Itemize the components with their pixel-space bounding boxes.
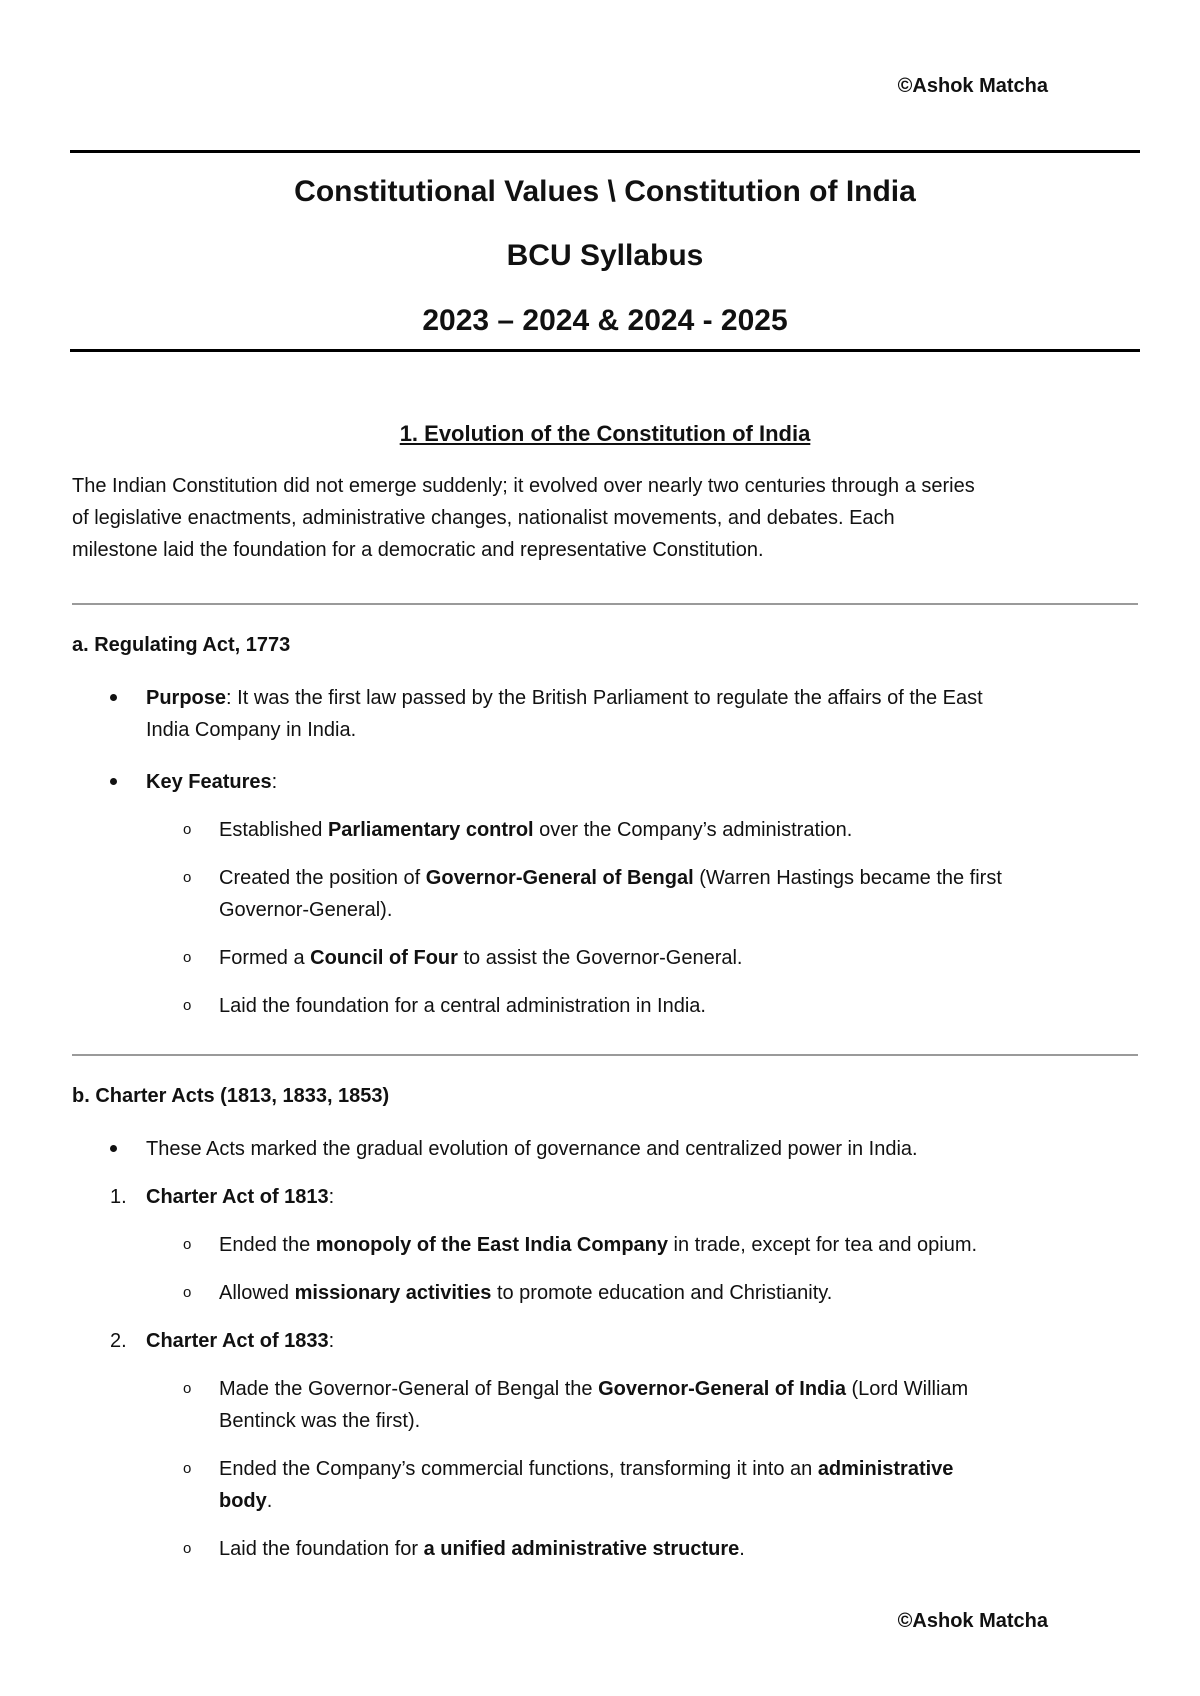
bullet-icon bbox=[110, 1145, 117, 1152]
feature-text: (Warren Hastings became the first bbox=[693, 867, 1002, 889]
feature-item bbox=[219, 814, 1139, 846]
footer-copyright: ©Ashok Matcha bbox=[897, 1610, 1048, 1632]
section-heading: 1. Evolution of the Constitution of India bbox=[399, 421, 811, 446]
key-features-label: Key Features bbox=[146, 771, 272, 793]
circle-bullet-icon: o bbox=[183, 821, 192, 838]
feature-text-cont: Governor-General). bbox=[219, 899, 393, 921]
act-point-text: (Lord William bbox=[845, 1378, 969, 1400]
act-point-text: to promote education and Christianity. bbox=[491, 1282, 833, 1304]
intro-line: of legislative enactments, administrative changes, nationalist movements, and debates. Each bbox=[72, 507, 895, 529]
charter-act-label: Charter Act of 1833 bbox=[146, 1330, 329, 1352]
act-point bbox=[219, 1229, 1139, 1261]
charter-act-label: Charter Act of 1813 bbox=[146, 1186, 329, 1208]
act-point bbox=[219, 1453, 1139, 1517]
purpose-text-cont: India Company in India. bbox=[146, 719, 357, 741]
charter-acts-heading: b. Charter Acts (1813, 1833, 1853) bbox=[72, 1085, 390, 1107]
circle-bullet-icon: o bbox=[183, 997, 192, 1014]
act-point-text: Allowed bbox=[219, 1282, 295, 1304]
feature-text: over the Company’s administration. bbox=[533, 819, 853, 841]
act-point-bold: Governor-General of India bbox=[598, 1378, 846, 1400]
document-subtitle: BCU Syllabus bbox=[506, 239, 704, 272]
act-point-bold: missionary activities bbox=[294, 1282, 492, 1304]
circle-bullet-icon: o bbox=[183, 1284, 192, 1301]
feature-text: to assist the Governor-General. bbox=[457, 947, 743, 969]
title-bottom-rule bbox=[70, 349, 1140, 352]
charter-act-1833-item bbox=[146, 1325, 1136, 1357]
header-copyright: ©Ashok Matcha bbox=[897, 75, 1048, 97]
act-point-text: Ended the Company’s commercial functions, transforming it into an bbox=[219, 1458, 818, 1480]
regulating-act-heading: a. Regulating Act, 1773 bbox=[72, 634, 291, 656]
purpose-text: : It was the first law passed by the British Parliament to regulate the affairs of the East bbox=[226, 687, 983, 709]
purpose-item bbox=[146, 682, 1136, 746]
feature-bold: Council of Four bbox=[310, 947, 458, 969]
document-years: 2023 – 2024 & 2024 - 2025 bbox=[422, 304, 788, 337]
circle-bullet-icon: o bbox=[183, 1236, 192, 1253]
act-point bbox=[219, 1533, 1139, 1565]
charter-act-1813-item bbox=[146, 1181, 1136, 1213]
feature-item bbox=[219, 942, 1139, 974]
intro-paragraph bbox=[72, 470, 1142, 566]
list-number: 1. bbox=[110, 1186, 127, 1208]
list-number: 2. bbox=[110, 1330, 127, 1352]
intro-line: milestone laid the foundation for a democratic and representative Constitution. bbox=[72, 539, 764, 561]
title-top-rule bbox=[70, 150, 1140, 153]
bullet-icon bbox=[110, 694, 117, 701]
act-point-text: Made the Governor-General of Bengal the bbox=[219, 1378, 599, 1400]
act-point-text: Laid the foundation for bbox=[219, 1538, 424, 1560]
key-features-colon: : bbox=[271, 771, 278, 793]
act-point-bold: a unified administrative structure bbox=[423, 1538, 740, 1560]
circle-bullet-icon: o bbox=[183, 1380, 192, 1397]
act-point-text: Ended the bbox=[219, 1234, 316, 1256]
feature-text: Created the position of bbox=[219, 867, 426, 889]
feature-text: Formed a bbox=[219, 947, 311, 969]
feature-item bbox=[219, 862, 1139, 926]
act-point-text: . bbox=[266, 1490, 273, 1512]
key-features-item bbox=[146, 766, 1136, 798]
divider bbox=[72, 1054, 1138, 1056]
charter-intro-text: These Acts marked the gradual evolution of governance and centralized power in India. bbox=[146, 1138, 918, 1160]
circle-bullet-icon: o bbox=[183, 1540, 192, 1557]
circle-bullet-icon: o bbox=[183, 869, 192, 886]
act-point-bold: body bbox=[219, 1490, 267, 1512]
feature-item bbox=[219, 990, 1139, 1022]
act-point-text: . bbox=[739, 1538, 745, 1560]
act-point-text: in trade, except for tea and opium. bbox=[668, 1234, 978, 1256]
feature-bold: Governor-General of Bengal bbox=[425, 867, 694, 889]
feature-text: Established bbox=[219, 819, 328, 841]
charter-intro-item bbox=[146, 1133, 1136, 1165]
divider bbox=[72, 603, 1138, 605]
act-point bbox=[219, 1373, 1139, 1437]
act-point-text-cont: Bentinck was the first). bbox=[219, 1410, 421, 1432]
document-title: Constitutional Values \ Constitution of India bbox=[294, 175, 916, 208]
act-point-bold: monopoly of the East India Company bbox=[315, 1234, 668, 1256]
charter-act-colon: : bbox=[328, 1330, 335, 1352]
circle-bullet-icon: o bbox=[183, 1460, 192, 1477]
act-point bbox=[219, 1277, 1139, 1309]
intro-line: The Indian Constitution did not emerge suddenly; it evolved over nearly two centuries through a series bbox=[72, 475, 975, 497]
charter-act-colon: : bbox=[328, 1186, 335, 1208]
circle-bullet-icon: o bbox=[183, 949, 192, 966]
purpose-label: Purpose bbox=[146, 687, 227, 709]
act-point-bold: administrative bbox=[817, 1458, 954, 1480]
bullet-icon bbox=[110, 778, 117, 785]
feature-text: Laid the foundation for a central administration in India. bbox=[219, 995, 706, 1017]
feature-bold: Parliamentary control bbox=[327, 819, 534, 841]
